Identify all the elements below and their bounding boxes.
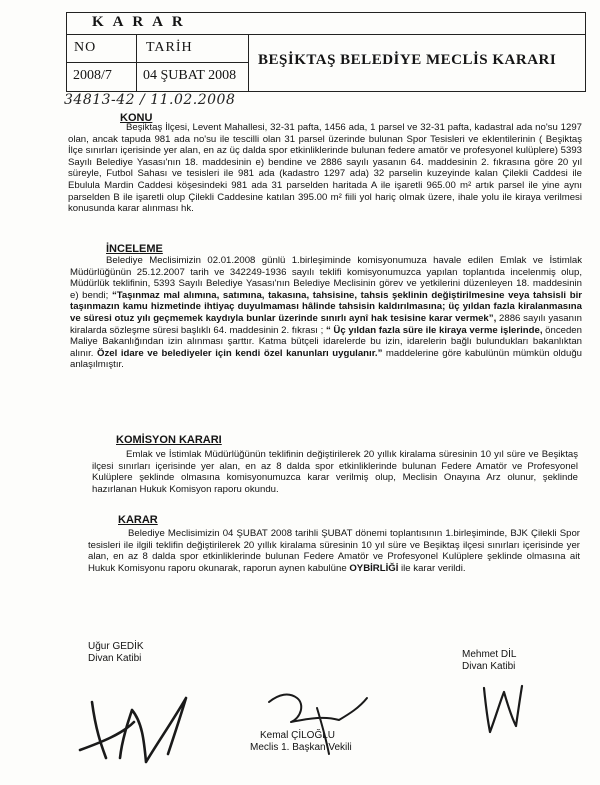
- signatory-right-role: Divan Katibi: [462, 661, 516, 672]
- tarih-label: TARİH: [146, 40, 193, 55]
- karar-text-part-2: ile karar verildi.: [398, 562, 466, 574]
- konu-text: Beşiktaş İlçesi, Levent Mahallesi, 32-31 pafta, 1456 ada, 1 parsel ve 32-31 pafta, kadastral ada no'su 1297 olan, ancak tapuda 981 ada no'su ile tescilli olan 31 parsel üzerinde bulunan Spor Tesisleri ve eklentilerinin ( Beşiktaş İlçe sınırları içerisinde yer alan, en az üç dalda spor etkinliklerinde bulunan federe amatör ve profesyonel kulüplere) 5393 Sayılı Belediye Yasası'nın 18. maddesinin e) bendine ve 2886 sayılı yasanın 64. maddesinin 2. fıkrasına göre 20 yıl süreyle, Futbol Sahası ve tesisleri ile 981 ada (kadastro 1297 ada) 32 parselin kuzeyinde kalan Çilekli Caddesi ile Ebulula Mardin Caddesi köşesindeki 981 ada 31 parselden haritada A ile işaretli 965.00 m² artık parsel ile yine aynı parselden B ile işaretli olup Çilekli Caddesine katılan 395.00 m² fiili yol hariç olmak üzere, ihale yolu ile kiraya verilmesi konusunda karar alınması hk.: [68, 122, 582, 215]
- table-border-right: [585, 12, 586, 92]
- karar-heading: KARAR: [118, 514, 158, 526]
- table-column-divider-1: [136, 34, 137, 92]
- komisyon-text: Emlak ve İstimlak Müdürlüğünün teklifinin değiştirilerek 20 yıllık kiralama süresinin 10 yıl süre ve Beşiktaş ilçesi sınırları içerisinde yer alan, en az 8 dalda spor etkinliklerinde bulunan Federe Amatör ve Profesyonel Kulüplere şeklinde olmasına komisyonumuzca karar verilmiş olup, Meclisin Onayına Arz olunur, şeklinde hazırlanan Hukuk Komisyon raporu okundu.: [92, 449, 578, 495]
- inceleme-text-part-4: maddelerine göre kabulünün mümkün olduğu anlaşılmıştır.: [70, 347, 582, 371]
- komisyon-heading: KOMİSYON KARARI: [116, 434, 222, 446]
- handwritten-registry-stamp: 34813-42 / 11.02.2008: [64, 92, 236, 108]
- council-title: BEŞİKTAŞ BELEDİYE MECLİS KARARI: [258, 52, 557, 68]
- signature-right: [470, 668, 530, 738]
- karar-unanimous: OYBİRLİĞİ: [349, 562, 399, 574]
- karar-text-part-1: Belediye Meclisimizin 04 ŞUBAT 2008 tarihli ŞUBAT dönemi toplantısının 1.birleşiminde, BJK Çilekli Spor tesisleri ile ilgili teklifin değiştirilerek 20 yıllık kiralama süresinin 10 yıl süre ve Beşiktaş ilçesi sınırları içerisinde yer alan, en az 8 dalda spor etkinliklerinde bulunan Federe Amatör ve Profesyonel Kulüplere şeklinde olmasına ait Hukuk Komisyonu raporu okunarak, raporun aynen kabulüne: [88, 528, 580, 574]
- table-column-divider-2: [248, 34, 249, 92]
- signatory-center-name: Kemal ÇİLOĞLU: [260, 730, 336, 741]
- karar-title: K A R A R: [92, 14, 186, 30]
- no-label: NO: [74, 40, 97, 55]
- signatory-right-name: Mehmet DİL: [462, 649, 517, 660]
- signature-left: [62, 662, 212, 772]
- karar-text: [88, 528, 580, 574]
- inceleme-quote-2: “ Üç yıldan fazla süre ile kiraya verme işlerinde,: [325, 324, 543, 336]
- decision-number: 2008/7: [73, 68, 112, 83]
- decision-date: 04 ŞUBAT 2008: [143, 68, 237, 83]
- inceleme-text-part-3: önceden Maliye Bakanlığından izin alınması şarttır. Katma bütçeli idarelerde bu izin, idarelerin bağlı bulundukları bakanlıktan alınır.: [70, 324, 582, 359]
- inceleme-text-part-2: 2886 sayılı yasanın kiralarda sözleşme süresi başlıklı 64. maddesinin 2. fıkrası ;: [70, 312, 582, 336]
- table-divider-2: [66, 62, 248, 63]
- inceleme-quote-1: “Taşınmaz mal alımına, satımına, takasına, tahsisine, tahsis şeklinin değiştirilmesine veya tahsisli bir taşınmazın kamu hizmetinde ihtiyaç duyulmaması hâlinde tahsisin kaldırılmasına; üç yıldan fazla kiralanmasına ve süresi otuz yılı geçmemek kaydıyla bunlar üzerinde sınırlı aynî hak tesisine karar vermek”,: [70, 289, 582, 324]
- konu-heading: KONU: [120, 112, 153, 124]
- inceleme-heading: İNCELEME: [106, 243, 163, 255]
- inceleme-text-part-1: Belediye Meclisimizin 02.01.2008 günlü 1.birleşiminde komisyonumuza havale edilen Emlak ve İstimlak Müdürlüğünün 25.12.2007 tarih ve 342249-1936 sayılı teklifi komisyonumuzca yapılan toplantıda incelenmiş olup, Müdürlük teklifinin, 5393 Sayılı Belediye Yasası'nın Belediye Meclisinin görev ve yetkilerini düzenleyen 18. maddesinin e) bendi;: [70, 255, 582, 301]
- signatory-left-name: Uğur GEDİK: [88, 641, 144, 652]
- signatory-center-role: Meclis 1. Başkan Vekili: [250, 742, 352, 753]
- signature-center: [255, 668, 385, 758]
- table-divider-1: [66, 34, 586, 35]
- signatory-left-role: Divan Katibi: [88, 653, 142, 664]
- inceleme-quote-3: Özel idare ve belediyeler için kendi özel kanunları uygulanır.”: [97, 347, 383, 359]
- table-border-top: [66, 12, 586, 13]
- inceleme-text: [70, 255, 582, 371]
- table-border-left: [66, 12, 67, 92]
